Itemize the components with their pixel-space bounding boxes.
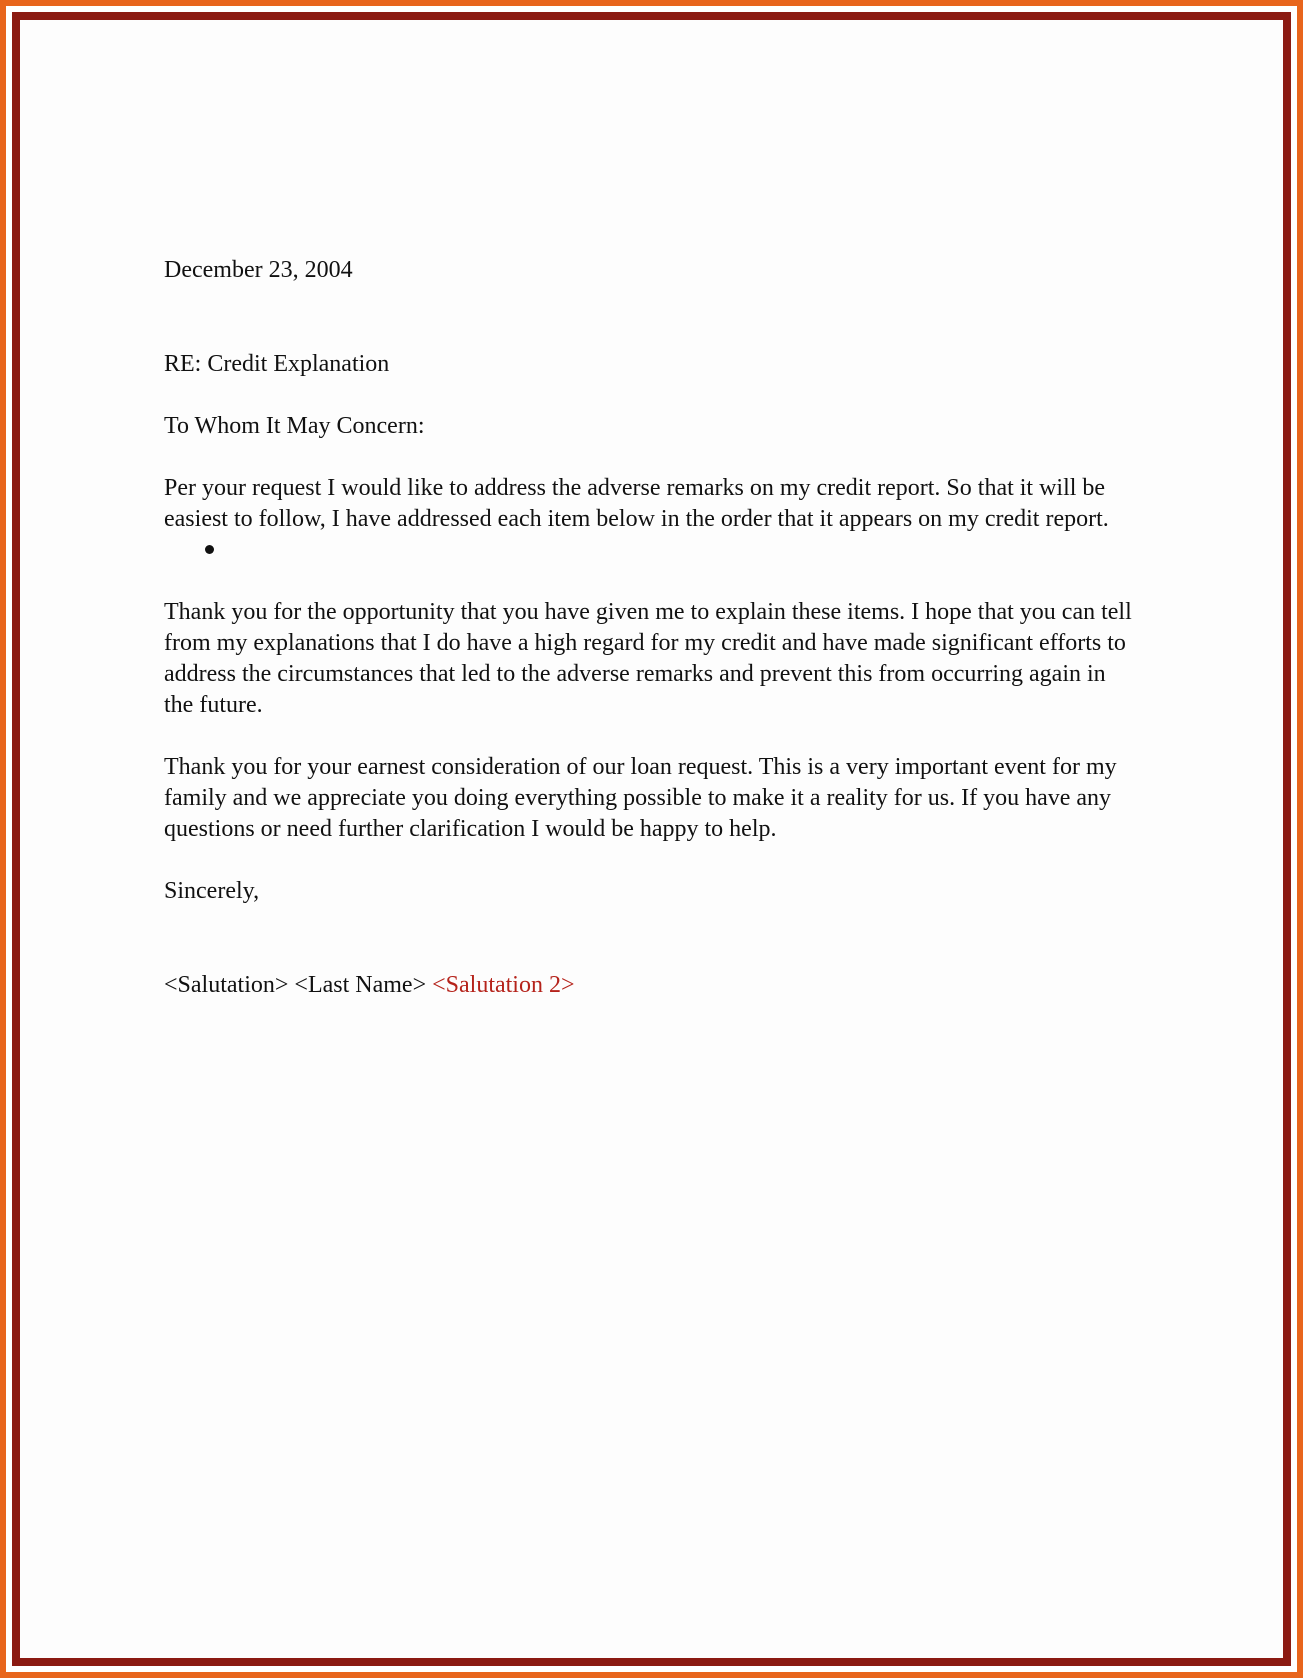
signature-salutation-2: <Salutation 2> [432, 972, 575, 998]
letter-greeting: To Whom It May Concern: [164, 413, 425, 439]
letter-subject: RE: Credit Explanation [164, 351, 390, 377]
intro-paragraph: Per your request I would like to address the adverse remarks on my credit report. So that it will be easiest to follow, I have addressed each item below in the order that it appears on my credit report. [164, 475, 1109, 532]
explanation-paragraph: Thank you for the opportunity that you have given me to explain these items. I hope that you can tell from my explanations that I do have a high regard for my credit and have made significant efforts to address the circumstances that led to the adverse remarks and prevent this from occurring again in the future. [164, 599, 1132, 718]
signature-last-name: <Last Name> [294, 972, 427, 998]
bullet-icon [205, 545, 214, 554]
letter-closing: Sincerely, [164, 878, 260, 904]
signature-line [164, 970, 1139, 1001]
signature-salutation: <Salutation> [164, 972, 289, 998]
letter-date: December 23, 2004 [164, 257, 353, 283]
bullet-list-item [205, 535, 214, 566]
item-bullet-list [164, 535, 1139, 566]
letter-body [164, 255, 1139, 1001]
thanks-paragraph: Thank you for your earnest consideration of our loan request. This is a very important event for my family and we appreciate you doing everything possible to make it a reality for us. If you have any questions or need further clarification I would be happy to help. [164, 754, 1117, 842]
